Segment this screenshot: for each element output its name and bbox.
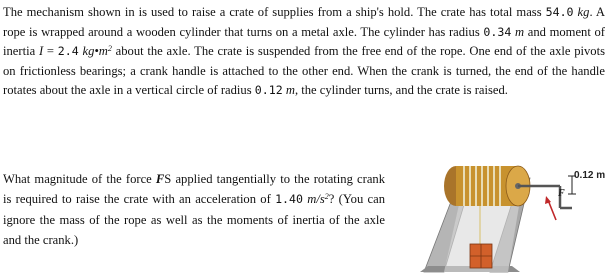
problem-intro-paragraph [3,3,605,101]
force-arrow [548,200,556,220]
force-label: F [558,188,565,199]
intro-text: , the cylinder turns, and the crate is raised. [294,83,508,98]
question-paragraph [3,169,385,250]
cylinder-radius-unit: m [514,24,525,39]
question-text: ? (You can ignore the mass of the rope as well as the moments of inertia of the axle and the crank.) [3,192,385,247]
crank-radius-unit: m [285,83,295,98]
question-text: S applied tangentially to the rotating crank is required to raise the crate with an acceleration of [3,172,385,207]
force-arrowhead [545,196,551,204]
crate-mass-value: 54.0 [545,5,574,19]
cylinder-radius-value: 0.34 [483,24,512,39]
force-symbol: F [155,172,165,186]
intro-text: about the axle. The crate is suspended from the free end of the rope. One end of the axle pivots on frictionless bearings; a crank handle is attached to the other end. When the crank is turned, the end of the handle rotates about the axle in a vertical circle of radius [3,44,605,98]
question-text: What magnitude of the force [3,172,156,186]
acceleration-unit-exponent: 2 [324,192,329,202]
inertia-unit-exponent: 2 [107,44,112,54]
intro-text: The mechanism shown in is used to raise a crate of supplies from a ship's hold. The crate has total mass [3,5,546,19]
intro-text: = [43,44,58,59]
acceleration-value: 1.40 [275,192,303,207]
intro-text: and moment of inertia [3,24,605,59]
crate-mass-unit: kg [577,5,590,19]
intro-text: . A rope is wrapped around a wooden cylinder that turns on a metal axle. The cylinder has radius [3,5,605,39]
rope-wraps [464,166,500,206]
crank-radius-label: 0.12 m [574,170,606,181]
inertia-value: 2.4 [57,44,79,59]
inertia-symbol: I [38,44,44,59]
inertia-unit: kg•m [82,44,108,59]
acceleration-unit: m/s [307,192,325,207]
crank-radius-value: 0.12 [254,83,283,98]
